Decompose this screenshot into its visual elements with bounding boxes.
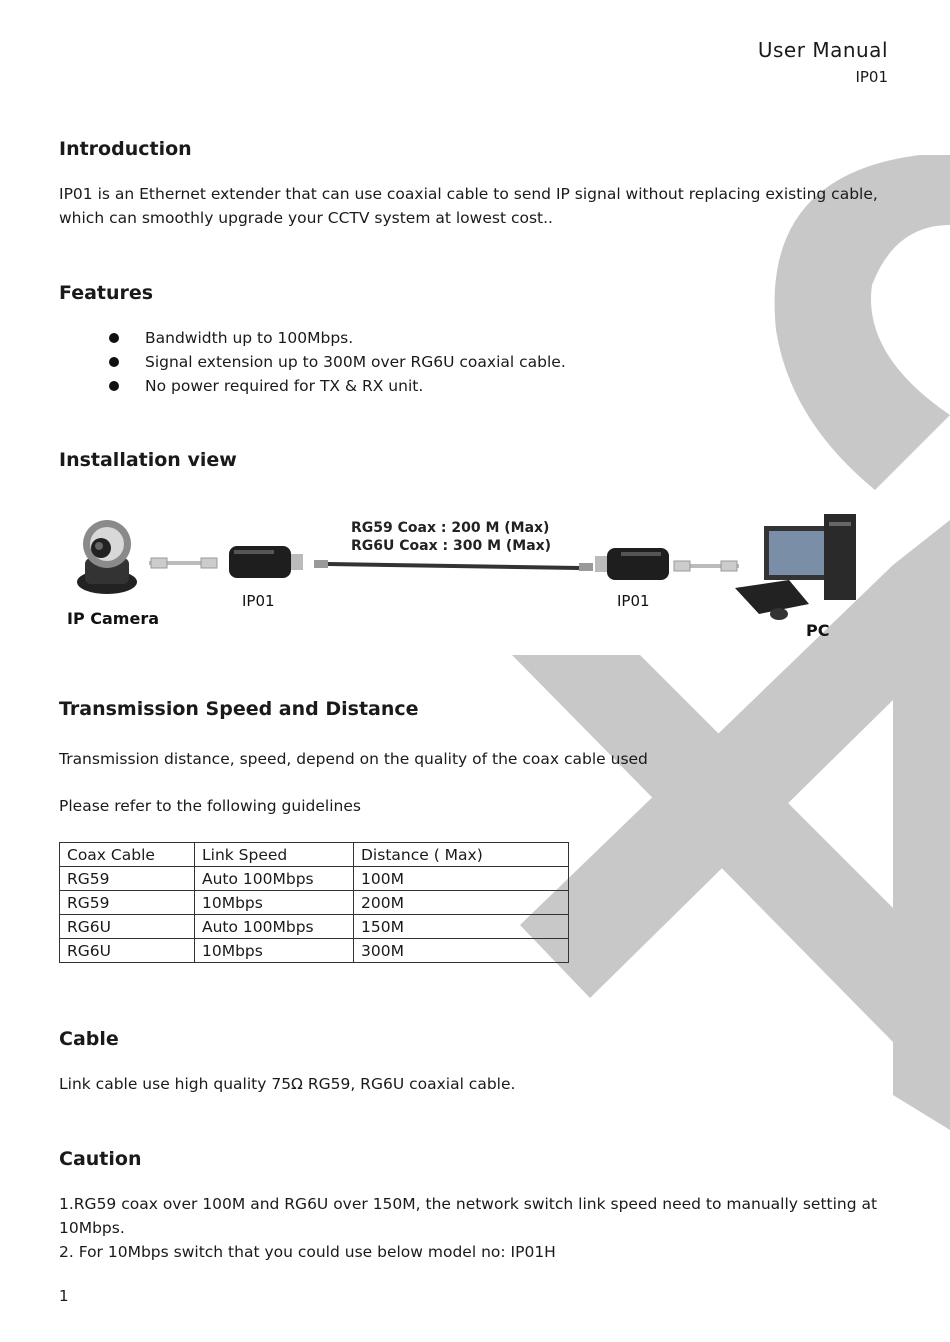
- feature-text: Signal extension up to 300M over RG6U coaxial cable.: [145, 353, 566, 371]
- transmission-heading: Transmission Speed and Distance: [59, 698, 419, 720]
- header-title: User Manual: [757, 38, 888, 62]
- bullet-icon: [109, 333, 119, 343]
- feature-text: No power required for TX & RX unit.: [145, 377, 424, 395]
- bullet-icon: [109, 381, 119, 391]
- features-list: [59, 326, 566, 398]
- table-row: [60, 867, 569, 891]
- caution-line1: 1.RG59 coax over 100M and RG6U over 150M, the network switch link speed need to manually setting at 10Mbps.: [59, 1195, 878, 1237]
- list-item: [59, 374, 566, 398]
- cable-body: Link cable use high quality 75Ω RG59, RG6U coaxial cable.: [59, 1075, 516, 1093]
- table-header-row: [60, 843, 569, 867]
- installation-diagram: [59, 508, 879, 648]
- table-cell: Auto 100Mbps: [195, 915, 354, 939]
- table-cell: 10Mbps: [195, 939, 354, 963]
- header-model: IP01: [855, 68, 888, 86]
- list-item: [59, 326, 566, 350]
- unit-left-label: IP01: [242, 592, 275, 610]
- list-item: [59, 350, 566, 374]
- table-cell: 10Mbps: [195, 891, 354, 915]
- table-cell: RG6U: [60, 915, 195, 939]
- caution-heading: Caution: [59, 1148, 142, 1170]
- table-cell: 300M: [354, 939, 569, 963]
- pc-label: PC: [806, 621, 830, 640]
- table-cell: RG6U: [60, 939, 195, 963]
- table-row: [60, 915, 569, 939]
- table-cell: RG59: [60, 891, 195, 915]
- caution-line2: 2. For 10Mbps switch that you could use below model no: IP01H: [59, 1243, 556, 1261]
- transmission-para2: Please refer to the following guidelines: [59, 797, 361, 815]
- page-number: 1: [59, 1287, 69, 1305]
- unit-right-label: IP01: [617, 592, 650, 610]
- table-row: [60, 939, 569, 963]
- table-cell: 200M: [354, 891, 569, 915]
- pc-icon: [735, 514, 856, 620]
- table-cell: 150M: [354, 915, 569, 939]
- extender-icon: [595, 548, 669, 580]
- cable-heading: Cable: [59, 1028, 119, 1050]
- table-cell: 100M: [354, 867, 569, 891]
- coax-label-line1: RG59 Coax : 200 M (Max): [351, 520, 550, 536]
- spec-table: [59, 842, 569, 963]
- installation-heading: Installation view: [59, 449, 237, 471]
- table-cell: RG59: [60, 867, 195, 891]
- ethernet-plug-icon: [149, 558, 217, 568]
- table-header: Distance ( Max): [354, 843, 569, 867]
- ip-camera-icon: [77, 520, 137, 594]
- features-heading: Features: [59, 282, 154, 304]
- table-header: Link Speed: [195, 843, 354, 867]
- intro-body: IP01 is an Ethernet extender that can use coaxial cable to send IP signal without replacing existing cable, which can smoothly upgrade your CCTV system at lowest cost..: [59, 185, 878, 227]
- ethernet-plug-icon: [674, 561, 739, 571]
- coax-cable-icon: [314, 560, 593, 571]
- coax-label-line2: RG6U Coax : 300 M (Max): [351, 538, 552, 554]
- table-row: [60, 891, 569, 915]
- table-header: Coax Cable: [60, 843, 195, 867]
- transmission-para1: Transmission distance, speed, depend on the quality of the coax cable used: [59, 750, 648, 768]
- intro-heading: Introduction: [59, 138, 192, 160]
- bullet-icon: [109, 357, 119, 367]
- camera-label: IP Camera: [67, 609, 159, 628]
- extender-icon: [229, 546, 303, 578]
- feature-text: Bandwidth up to 100Mbps.: [145, 329, 354, 347]
- table-cell: Auto 100Mbps: [195, 867, 354, 891]
